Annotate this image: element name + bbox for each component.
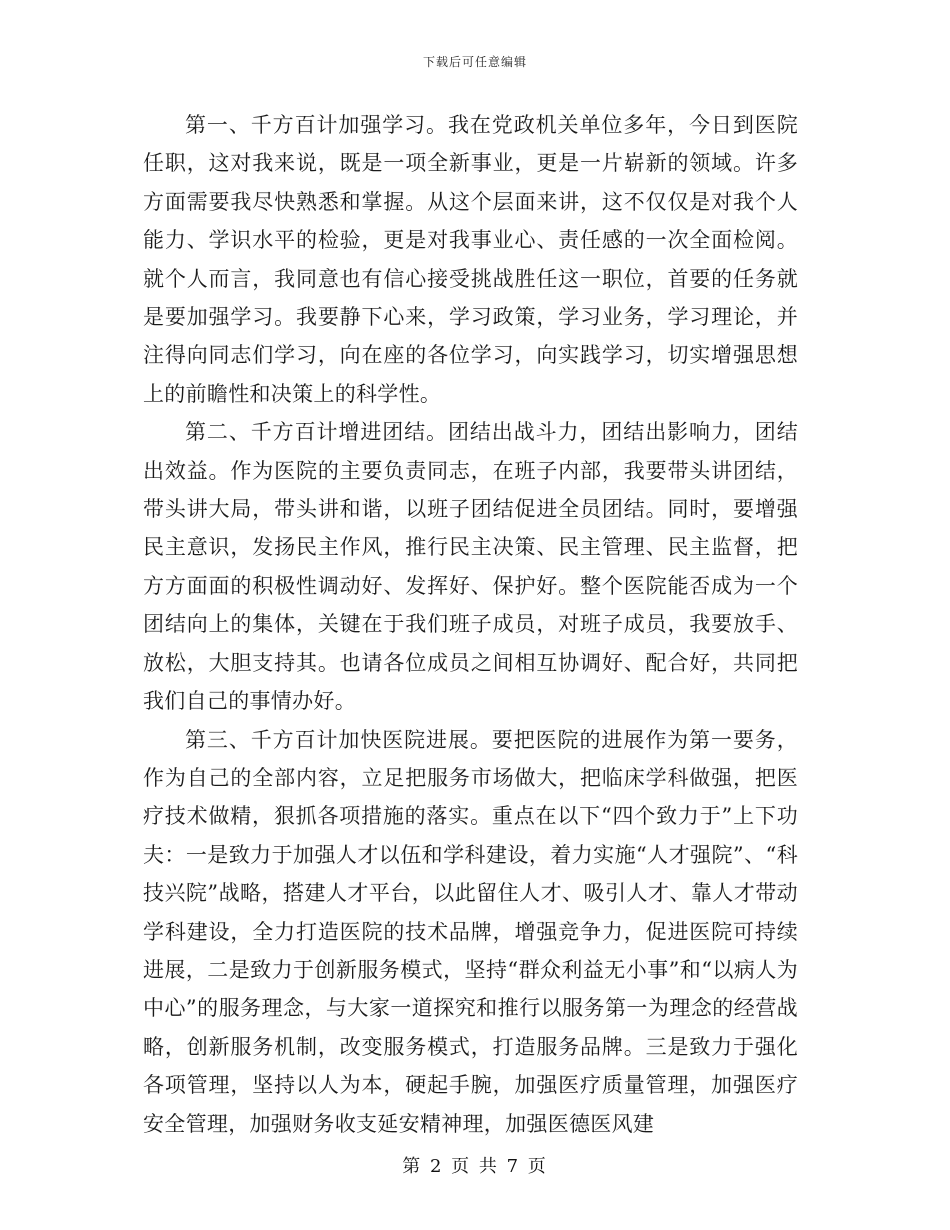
paragraph-unity: 第二、千方百计增进团结。团结出战斗力，团结出影响力，团结出效益。作为医院的主要负责同志，在班子内部，我要带头讲团结，带头讲大局，带头讲和谐，以班子团结促进全员团结。同时，要增强民主意识，发扬民主作风，推行民主决策、民主管理、民主监督，把方方面面的积极性调动好、发挥好、保护好。整个医院能否成为一个团结向上的集体，关键在于我们班子成员，对班子成员，我要放手、放松，大胆支持其。也请各位成员之间相互协调好、配合好，共同把我们自己的事情办好。 (143, 420, 798, 714)
paragraph-development: 第三、千方百计加快医院进展。要把医院的进展作为第一要务，作为自己的全部内容，立足把服务市场做大，把临床学科做强，把医疗技术做精，狠抓各项措施的落实。重点在以下“四个致力于”上下功夫：一是致力于加强人才以伍和学科建设，着力实施“人才强院”、“科技兴院”战略，搭建人才平台，以此留住人才、吸引人才、靠人才带动学科建设，全力打造医院的技术品牌，增强竞争力，促进医院可持续进展，二是致力于创新服务模式，坚持“群众利益无小事”和“以病人为中心”的服务理念，与大家一道探究和推行以服务第一为理念的经营战略，创新服务机制，改变服务模式，打造服务品牌。三是致力于强化各项管理，坚持以人为本，硬起手腕，加强医疗质量管理，加强医疗安全管理，加强财务收支延安精神理，加强医德医风建 (143, 727, 798, 1136)
paragraph-study: 第一、千方百计加强学习。我在党政机关单位多年，今日到医院任职，这对我来说，既是一项全新事业，更是一片崭新的领域。许多方面需要我尽快熟悉和掌握。从这个层面来讲，这不仅仅是对我个人能力、学识水平的检验，更是对我事业心、责任感的一次全面检阅。就个人而言，我同意也有信心接受挑战胜任这一职位，首要的任务就是要加强学习。我要静下心来，学习政策，学习业务，学习理论，并注得向同志们学习，向在座的各位学习，向实践学习，切实增强思想上的前瞻性和决策上的科学性。 (143, 113, 798, 406)
page-header: 下载后可任意编辑 (422, 55, 527, 69)
document-body (143, 106, 798, 1143)
page-number: 第 2 页 共 7 页 (402, 1156, 548, 1177)
